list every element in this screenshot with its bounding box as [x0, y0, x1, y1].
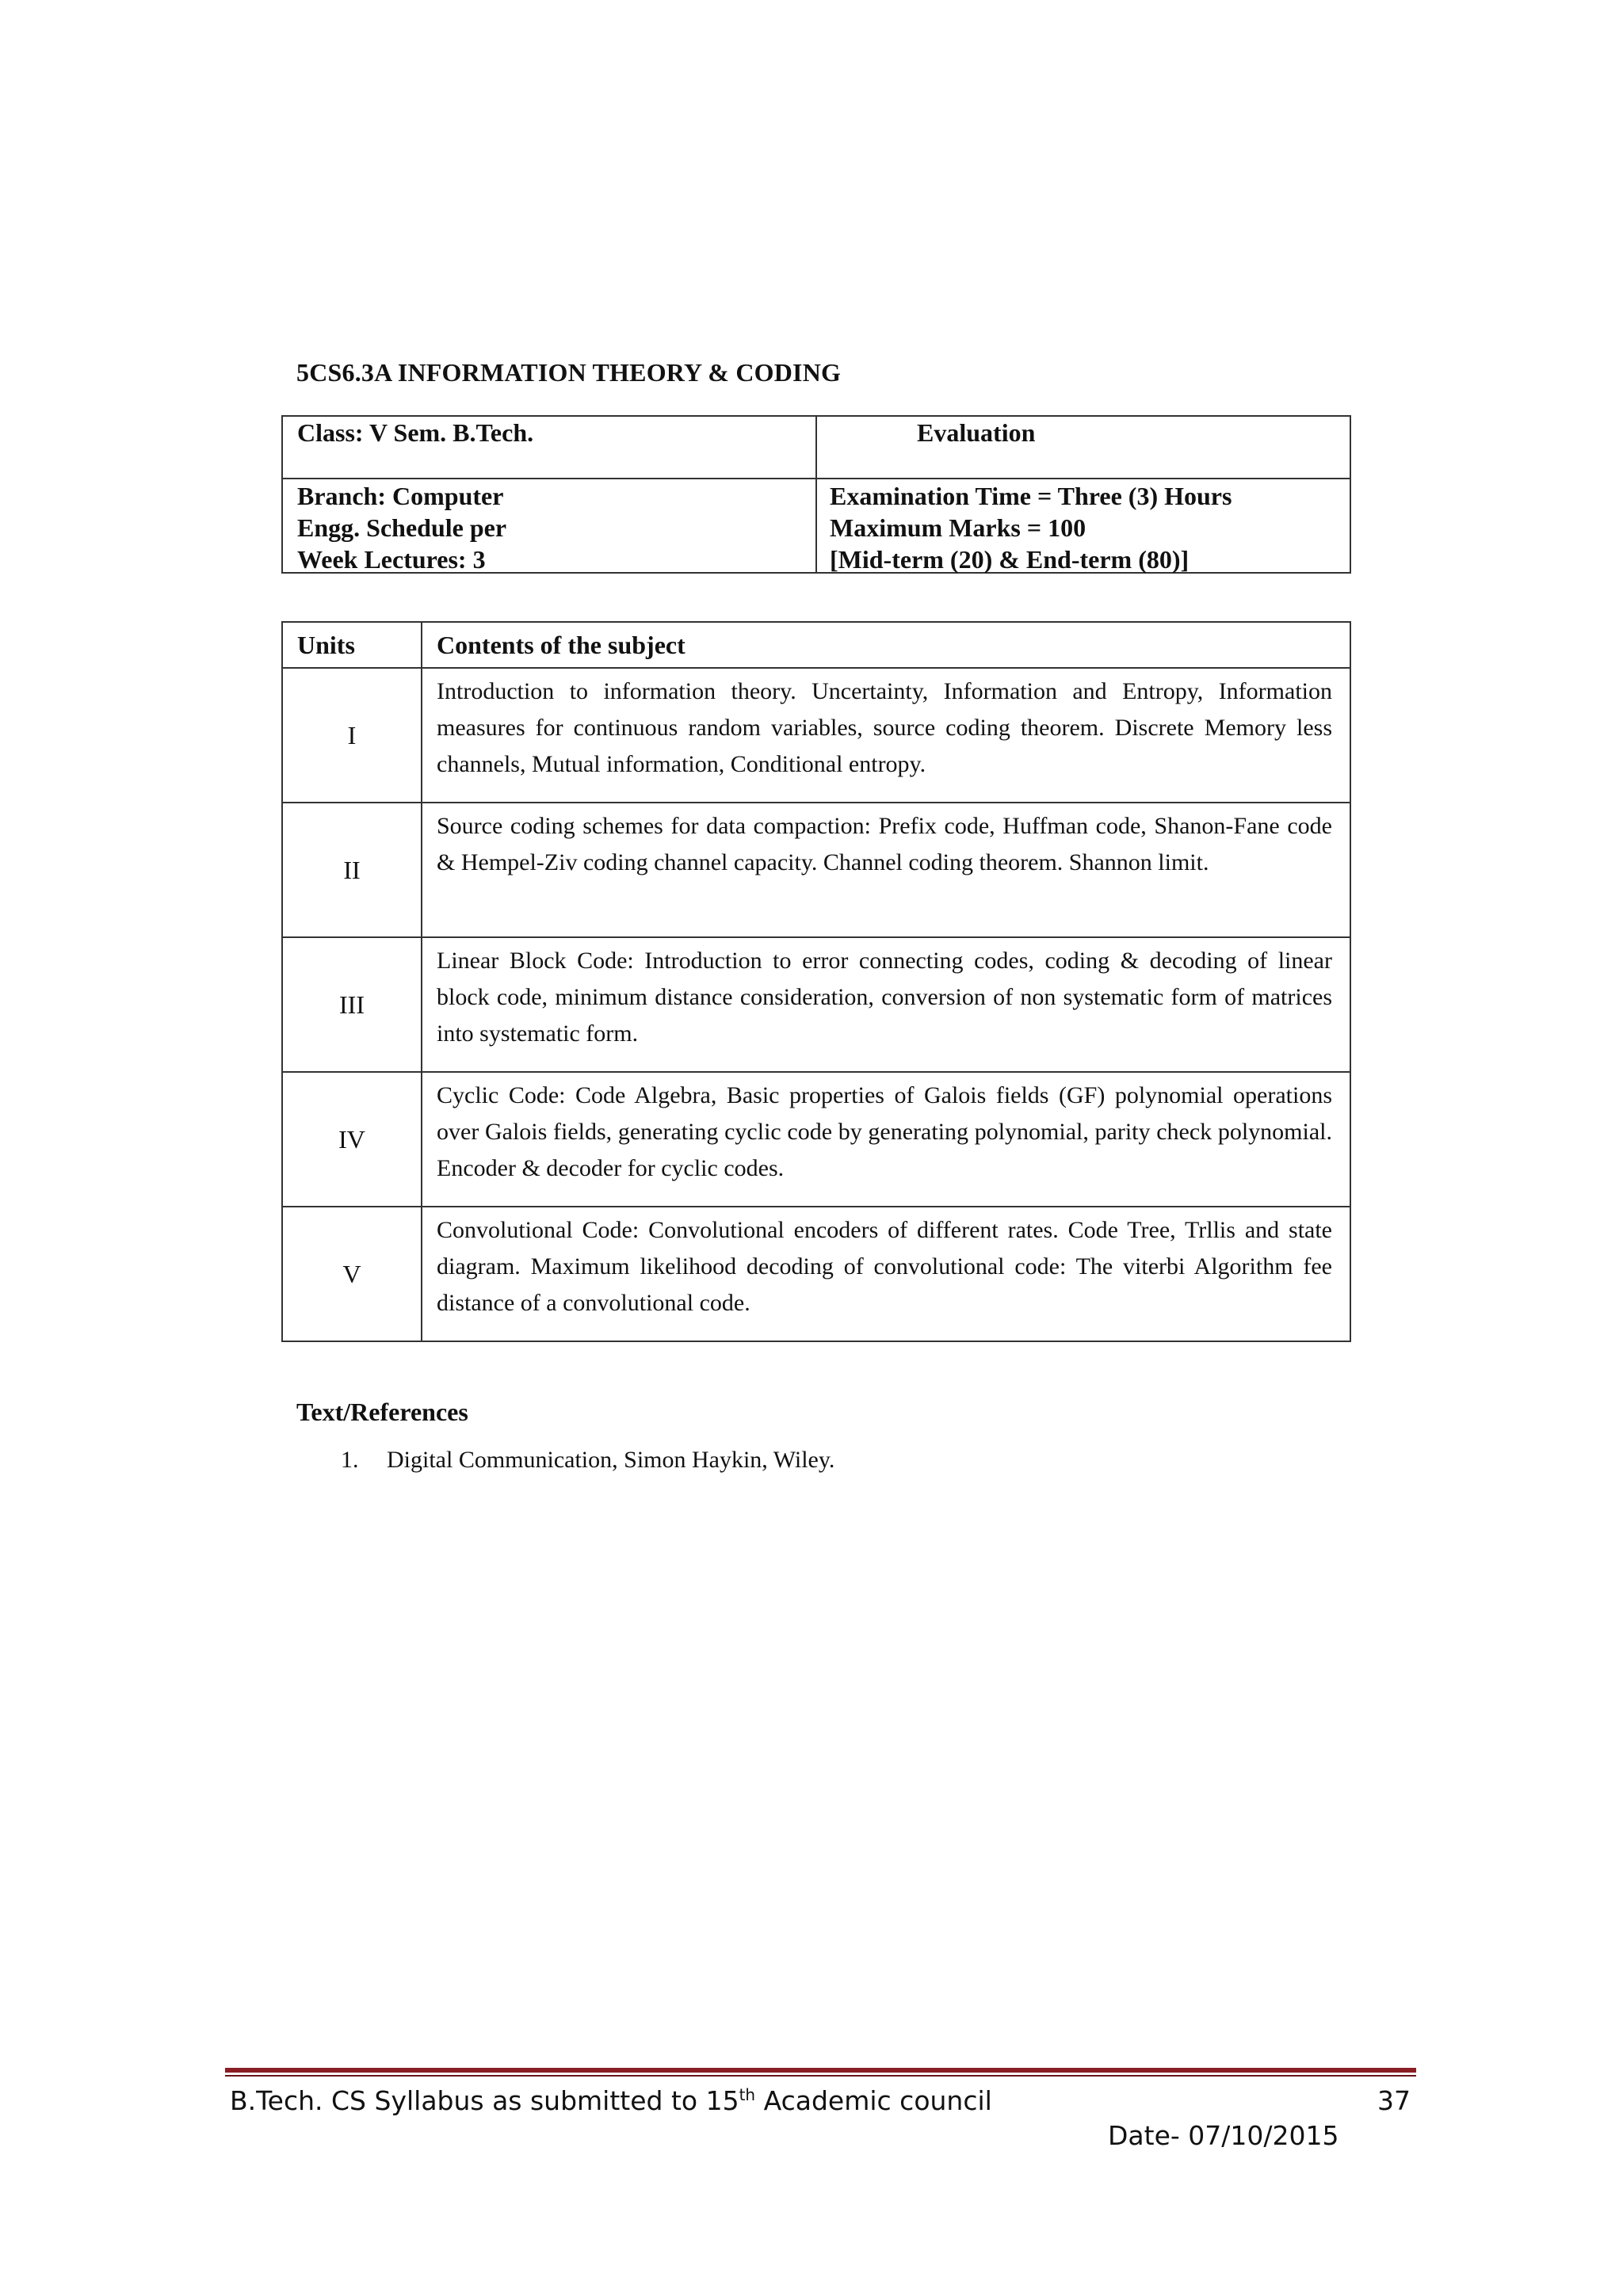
table-row	[282, 1072, 1350, 1207]
exam-info	[830, 480, 1232, 575]
course-title: 5CS6.3A INFORMATION THEORY & CODING	[296, 358, 842, 387]
reference-number: 1.	[341, 1447, 359, 1473]
table-row	[282, 803, 1350, 937]
references-heading: Text/References	[296, 1398, 468, 1426]
unit-number: V	[282, 1207, 422, 1341]
units-column-header: Units	[282, 622, 422, 668]
branch-label: Branch: Computer	[297, 482, 504, 510]
page-number: 37	[1377, 2085, 1411, 2116]
unit-number: II	[282, 803, 422, 937]
marks-split: [Mid-term (20) & End-term (80)]	[830, 545, 1190, 574]
footer-caption-end: Academic council	[755, 2085, 992, 2116]
unit-content: Convolutional Code: Convolutional encoders of different rates. Code Tree, Trllis and state diagram. Maximum likelihood decoding of convolutional code: The viterbi Algorithm fee distance of a convolutional code.	[422, 1207, 1350, 1341]
course-info-table	[281, 415, 1351, 574]
unit-number: IV	[282, 1072, 422, 1207]
info-table-divider	[815, 417, 817, 572]
contents-column-header: Contents of the subject	[422, 622, 1350, 668]
table-row	[282, 668, 1350, 803]
footer-caption-start: B.Tech. CS Syllabus as submitted to 15	[230, 2085, 739, 2116]
footer-rule	[225, 2075, 1416, 2077]
list-item	[341, 1447, 834, 1474]
branch-info	[297, 480, 506, 575]
footer-caption	[230, 2085, 992, 2116]
footer-date: Date- 07/10/2015	[1108, 2120, 1339, 2151]
unit-number: I	[282, 668, 422, 803]
info-table-divider	[283, 478, 1350, 479]
unit-content: Introduction to information theory. Uncertainty, Information and Entropy, Information measures for continuous random variables, source coding theorem. Discrete Memory less channels, Mutual information, Conditional entropy.	[422, 668, 1350, 803]
class-label: Class: V Sem. B.Tech.	[297, 418, 534, 447]
table-row	[282, 1207, 1350, 1341]
unit-content: Source coding schemes for data compaction: Prefix code, Huffman code, Shanon-Fane code & Hempel-Ziv coding channel capacity. Channel coding theorem. Shannon limit.	[422, 803, 1350, 937]
footer-rule	[225, 2068, 1416, 2073]
units-table-header	[282, 622, 1350, 668]
units-table	[281, 621, 1351, 1342]
unit-content: Linear Block Code: Introduction to error connecting codes, coding & decoding of linear block code, minimum distance consideration, conversion of non systematic form of matrices into systematic form.	[422, 937, 1350, 1072]
lectures-label: Week Lectures: 3	[297, 545, 486, 574]
schedule-label: Engg. Schedule per	[297, 513, 507, 542]
evaluation-heading: Evaluation	[917, 418, 1036, 447]
references-list	[341, 1447, 834, 1474]
reference-text: Digital Communication, Simon Haykin, Wiley.	[387, 1447, 835, 1473]
max-marks: Maximum Marks = 100	[830, 513, 1086, 542]
table-row	[282, 937, 1350, 1072]
exam-time: Examination Time = Three (3) Hours	[830, 482, 1232, 510]
footer-caption-superscript: th	[739, 2085, 756, 2104]
unit-number: III	[282, 937, 422, 1072]
unit-content: Cyclic Code: Code Algebra, Basic properties of Galois fields (GF) polynomial operations over Galois fields, generating cyclic code by generating polynomial, parity check polynomial. Encoder & decoder for cyclic codes.	[422, 1072, 1350, 1207]
